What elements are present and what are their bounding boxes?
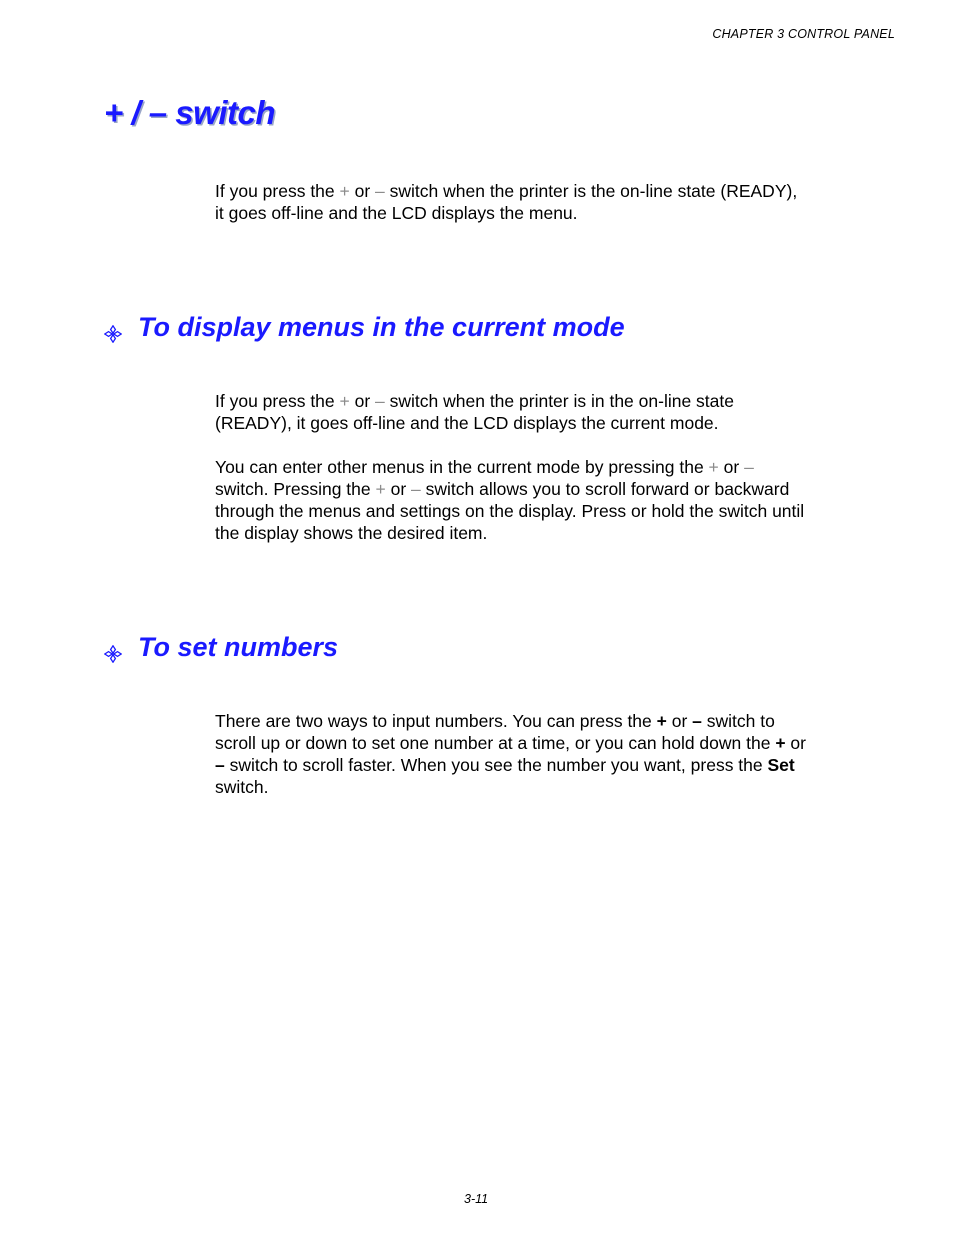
- display-menus-paragraph-2: [215, 456, 855, 544]
- text: or: [349, 181, 376, 201]
- page-title: + / – switch: [104, 94, 275, 131]
- text: or: [349, 391, 376, 411]
- minus-symbol: –: [744, 457, 754, 477]
- set-numbers-paragraph: [215, 710, 855, 798]
- four-diamond-bullet-icon: [104, 319, 122, 337]
- running-header: CHAPTER 3 CONTROL PANEL: [712, 27, 895, 41]
- display-menus-paragraph-1: [215, 390, 855, 434]
- text: If you press the: [215, 181, 340, 201]
- plus-symbol: +: [339, 391, 350, 411]
- text: switch.: [215, 777, 269, 797]
- minus-symbol: –: [215, 755, 225, 775]
- text: or: [666, 711, 693, 731]
- section-heading-display-menus: [104, 312, 625, 343]
- text: the display shows the desired item.: [215, 523, 488, 543]
- section-title-text: To display menus in the current mode: [138, 312, 625, 342]
- text: There are two ways to input numbers. You can press the: [215, 711, 657, 731]
- minus-symbol: –: [375, 181, 385, 201]
- text: switch to scroll faster. When you see the number you want, press the: [224, 755, 768, 775]
- text: it goes off-line and the LCD displays the menu.: [215, 203, 578, 223]
- page-number: 3-11: [464, 1192, 489, 1206]
- text: or: [785, 733, 806, 753]
- plus-symbol: +: [375, 479, 386, 499]
- minus-symbol: –: [692, 711, 702, 731]
- four-diamond-bullet-icon: [104, 639, 122, 657]
- plus-symbol: +: [656, 711, 667, 731]
- section-heading-set-numbers: [104, 632, 338, 663]
- section-title-text: To set numbers: [138, 632, 339, 662]
- text: or: [385, 479, 412, 499]
- plus-symbol: +: [339, 181, 350, 201]
- text: switch when the printer is the on-line state (READY),: [384, 181, 798, 201]
- text: switch. Pressing the: [215, 479, 376, 499]
- intro-paragraph: [215, 180, 855, 224]
- plus-symbol: +: [775, 733, 786, 753]
- minus-symbol: –: [411, 479, 421, 499]
- text: switch when the printer is in the on-line state: [384, 391, 734, 411]
- text: You can enter other menus in the current mode by pressing the: [215, 457, 709, 477]
- plus-symbol: +: [708, 457, 719, 477]
- text: scroll up or down to set one number at a time, or you can hold down the: [215, 733, 776, 753]
- text: switch to: [701, 711, 775, 731]
- text: or: [718, 457, 745, 477]
- text: (READY), it goes off-line and the LCD displays the current mode.: [215, 413, 719, 433]
- minus-symbol: –: [375, 391, 385, 411]
- set-switch-name: Set: [767, 755, 795, 775]
- text: If you press the: [215, 391, 340, 411]
- text: switch allows you to scroll forward or backward: [420, 479, 790, 499]
- text: through the menus and settings on the display. Press or hold the switch until: [215, 501, 805, 521]
